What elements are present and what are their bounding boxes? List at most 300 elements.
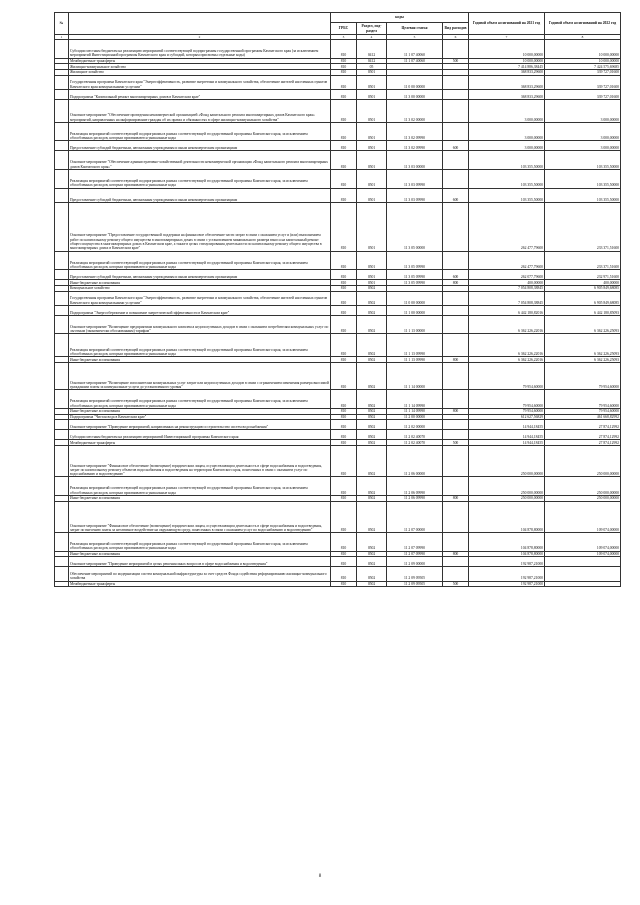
table-row [55,445,621,477]
cell-description: Основное мероприятие "Проведение мероприятий, направленных на реконструкцию и строительство систем водоснабжения" [69,420,331,430]
cell-amount-2022: 461 668,82992 [545,414,621,420]
cell-amount-2022: 3 000,00000 [545,99,621,122]
cell-target-article: 11 3 00 00000 [387,89,443,99]
cell-description: Межбюджетные трансферты [69,581,331,587]
cell-target-article: 11 1 00 00000 [387,305,443,315]
header-vr: Вид расходов [443,23,469,35]
cell-description: Реализация мероприятий соответствующей подпрограммы в рамках соответствующей государственной программы Камчатского края, за исключением обособленных расходов, которым присваиваются уникальные коды [69,251,331,270]
table-row [55,533,621,552]
cell-razdel: 0501 [357,75,387,89]
cell-razdel: 0502 [357,363,387,390]
cell-no [55,291,69,305]
cell-no [55,581,69,587]
table-row [55,305,621,315]
header-no: № [55,13,69,35]
column-index-cell: 5 [387,35,443,40]
cell-grbs: 810 [331,305,357,315]
cell-grbs: 810 [331,414,357,420]
cell-no [55,533,69,552]
cell-description: Предоставление субсидий бюджетным, автономным учреждениям и иным некоммерческим организациям [69,270,331,280]
cell-razdel: 0501 [357,89,387,99]
cell-amount-2022: 109 074,00000 [545,533,621,552]
cell-no [55,151,69,170]
cell-description: Реализация мероприятий соответствующей подпрограммы в рамках соответствующей государственной программы Камчатского края, за исключением обособленных расходов, которым присваиваются уникальные коды [69,122,331,141]
table-row [55,291,621,305]
table-row [55,188,621,202]
cell-no [55,420,69,430]
cell-expense-type: 800 [443,357,469,363]
cell-amount-2021: 103 355,50000 [469,151,545,170]
cell-grbs: 810 [331,420,357,430]
cell-no [55,315,69,334]
cell-grbs: 810 [331,251,357,270]
cell-no [55,75,69,89]
cell-razdel: 0502 [357,567,387,581]
table-row [55,363,621,390]
cell-razdel: 0502 [357,551,387,557]
cell-grbs: 810 [331,363,357,390]
cell-description: Обеспечение мероприятий по модернизации систем коммунальной инфраструктуры за счет средств Фонда содействия реформированию жилищно-коммунального хозяйства [69,567,331,581]
cell-description: Государственная программа Камчатского края "Энергоэффективность, развитие энергетики и коммунального хозяйства, обеспечение жителей населенных пунктов Камчатского края коммунальными услугами" [69,75,331,89]
cell-expense-type [443,420,469,430]
cell-amount-2021: 14 944,18455 [469,420,545,430]
table-row [55,581,621,587]
table-row [55,557,621,567]
cell-razdel: 0501 [357,270,387,280]
cell-description: Основное мероприятие "Обеспечение проведения некоммерческой организацией «Фонд капитального ремонта многоквартирных домов Камчатского края» мероприятий, направленных на информирование граждан об их правах и обязанностях в сфере жилищно-коммунального хозяйства" [69,99,331,122]
cell-amount-2021: 104 878,80000 [469,551,545,557]
cell-target-article: 11 2 07 00000 [387,501,443,533]
cell-target-article: 11 3 05 09990 [387,280,443,286]
cell-expense-type [443,533,469,552]
cell-expense-type [443,291,469,305]
cell-expense-type [443,122,469,141]
cell-expense-type [443,334,469,357]
cell-description: Реализация мероприятий соответствующей подпрограммы в рамках соответствующей государственной программы Камчатского края, за исключением обособленных расходов, которым присваиваются уникальные коды [69,334,331,357]
cell-expense-type [443,251,469,270]
cell-amount-2022: 250 000,00000 [545,445,621,477]
cell-amount-2022: 27 874,12992 [545,440,621,446]
cell-no [55,99,69,122]
cell-amount-2021: 192 987,21000 [469,567,545,581]
cell-amount-2021: 250 000,00000 [469,445,545,477]
cell-amount-2022: 79 954,60000 [545,363,621,390]
cell-grbs: 810 [331,357,357,363]
cell-expense-type [443,315,469,334]
cell-description: Коммунальное хозяйство [69,285,331,291]
cell-no [55,202,69,251]
cell-amount-2021: 79 954,60000 [469,363,545,390]
cell-grbs: 810 [331,58,357,64]
cell-amount-2021: 10 000,00000 [469,40,545,59]
cell-amount-2022 [545,581,621,587]
cell-no [55,251,69,270]
header-csr: Целевая статья [387,23,443,35]
cell-target-article: 11 3 03 00000 [387,151,443,170]
cell-grbs: 810 [331,64,357,70]
cell-amount-2021: 192 987,21000 [469,581,545,587]
cell-amount-2021: 7 414 886,38445 [469,64,545,70]
cell-amount-2022: 233 371,51600 [545,202,621,251]
cell-amount-2022: 3 000,00000 [545,141,621,151]
cell-amount-2021: 368 833,29600 [469,89,545,99]
cell-description: Основное мероприятие "Обеспечение административно-хозяйственной деятельности некоммерческой организации «Фонд капитального ремонта многоквартирных домов Камчатского края»" [69,151,331,170]
cell-razdel: 0501 [357,151,387,170]
cell-amount-2022: 6 362 226,25093 [545,315,621,334]
cell-target-article: 11 2 02 40070 [387,440,443,446]
table-row [55,89,621,99]
cell-description: Иные бюджетные ассигнования [69,280,331,286]
cell-amount-2022: 400,00000 [545,280,621,286]
cell-expense-type [443,151,469,170]
cell-description: Основное мероприятие "Возмещение исполнителям коммунальных услуг затрат или недополученных доходов в связи с ограничением изменения размера вносимой гражданами платы за коммунальные услуги до установленного уровня" [69,363,331,390]
cell-grbs: 810 [331,280,357,286]
cell-expense-type: 600 [443,188,469,202]
cell-expense-type: 800 [443,280,469,286]
column-index-cell: 1 [55,35,69,40]
cell-grbs: 810 [331,477,357,496]
cell-grbs: 810 [331,440,357,446]
cell-expense-type [443,557,469,567]
cell-target-article: 11 1 07 40060 [387,58,443,64]
cell-expense-type: 500 [443,58,469,64]
cell-target-article: 11 2 00 00000 [387,414,443,420]
table-row [55,270,621,280]
cell-amount-2021: 104 878,80000 [469,533,545,552]
cell-grbs: 810 [331,495,357,501]
cell-expense-type: 800 [443,495,469,501]
cell-expense-type [443,567,469,581]
cell-amount-2022: 7 424 575,69685 [545,64,621,70]
cell-target-article: 11 1 14 09990 [387,390,443,409]
cell-razdel: 0502 [357,581,387,587]
cell-razdel: 0501 [357,99,387,122]
header-codes: коды [331,13,469,23]
cell-amount-2021: 104 878,80000 [469,501,545,533]
table-row [55,151,621,170]
cell-target-article: 11 0 00 00000 [387,291,443,305]
cell-description: Государственная программа Камчатского края "Энергоэффективность, развитие энергетики и коммунального хозяйства, обеспечение жителей населенных пунктов Камчатского края коммунальными услугами" [69,291,331,305]
cell-expense-type [443,202,469,251]
cell-no [55,501,69,533]
budget-sheet [54,12,620,587]
cell-no [55,141,69,151]
cell-target-article: 11 1 07 40060 [387,40,443,59]
header-year-2021: Годовой объем ассигнований на 2021 год [469,13,545,35]
cell-no [55,445,69,477]
cell-description: Основное мероприятие "Проведение мероприятий в целях решения иных вопросов в сфере водоснабжения и водоотведения" [69,557,331,567]
cell-amount-2021: 7 054 808,38845 [469,285,545,291]
cell-amount-2021: 250 000,00000 [469,495,545,501]
cell-expense-type: 600 [443,141,469,151]
cell-expense-type [443,170,469,189]
cell-target-article: 11 3 05 09990 [387,251,443,270]
cell-amount-2022: 250 000,00000 [545,477,621,496]
table-row [55,99,621,122]
cell-expense-type [443,89,469,99]
cell-no [55,170,69,189]
cell-grbs: 810 [331,581,357,587]
cell-grbs: 810 [331,170,357,189]
cell-amount-2021: 14 944,18455 [469,440,545,446]
column-index-cell: 2 [69,35,331,40]
cell-description: Основное мероприятие "Возмещение предприятиям коммунального комплекса недополученных доходов в связи с оказанием потребителям коммунальных услуг по льготным (экономически обоснованным) тарифам" [69,315,331,334]
cell-amount-2022: 103 355,50000 [545,170,621,189]
cell-razdel: 0501 [357,188,387,202]
cell-target-article: 11 2 06 09990 [387,495,443,501]
cell-description: Подпрограмма "Энергосбережение и повышение энергетической эффективности в Камчатском крае" [69,305,331,315]
cell-amount-2021: 6 362 226,22016 [469,315,545,334]
cell-amount-2022: 109 074,00000 [545,501,621,533]
cell-expense-type: 500 [443,440,469,446]
cell-target-article: 11 3 03 09990 [387,188,443,202]
cell-grbs: 810 [331,445,357,477]
cell-expense-type [443,99,469,122]
table-row [55,315,621,334]
table-row [55,40,621,59]
cell-target-article: 11 0 00 00000 [387,75,443,89]
column-index-cell: 3 [331,35,357,40]
cell-razdel: 0412 [357,58,387,64]
cell-no [55,122,69,141]
cell-no [55,270,69,280]
cell-expense-type [443,445,469,477]
budget-table [54,12,621,587]
cell-amount-2021: 3 000,00000 [469,122,545,141]
cell-target-article: 11 3 02 09990 [387,141,443,151]
cell-no [55,334,69,357]
cell-description: Основное мероприятие "Финансовое обеспечение (возмещение) юридическим лицам, осуществляющим деятельность в сфере водоснабжения и водоотведения, затрат по капитальному ремонту объектов водоснабжения и водоотведения на территории Камчатского края, понесенных в связи с оказанием услуг по водоснабжению и водоотведению" [69,445,331,477]
table-row [55,430,621,440]
cell-no [55,557,69,567]
cell-amount-2022: 6 362 226,25093 [545,357,621,363]
cell-no [55,363,69,390]
cell-amount-2021: 400,00000 [469,280,545,286]
cell-razdel: 05 [357,64,387,70]
cell-amount-2022: 109 074,00000 [545,551,621,557]
table-row [55,477,621,496]
cell-target-article: 11 1 13 00000 [387,315,443,334]
cell-razdel: 0502 [357,420,387,430]
cell-amount-2022: 79 954,60000 [545,408,621,414]
cell-grbs: 810 [331,188,357,202]
cell-razdel: 0502 [357,430,387,440]
cell-expense-type [443,477,469,496]
cell-grbs: 810 [331,270,357,280]
cell-amount-2021: 262 477,79600 [469,202,545,251]
cell-no [55,188,69,202]
cell-description: Реализация мероприятий соответствующей подпрограммы в рамках соответствующей государственной программы Камчатского края, за исключением обособленных расходов, которым присваиваются уникальные коды [69,170,331,189]
cell-target-article: 11 1 13 09990 [387,334,443,357]
cell-description: Основное мероприятие "Финансовое обеспечение (возмещение) юридическим лицам, осуществляющим деятельность в сфере водоснабжения и водоотведения, затрат по внесению платы за негативное воздействие на окружающую среду, понесенных в связи с оказанием услуг по водоснабжению и водоотведению" [69,501,331,533]
cell-amount-2021: 250 000,00000 [469,477,545,496]
cell-amount-2022: 27 874,12992 [545,420,621,430]
cell-grbs: 810 [331,151,357,170]
cell-amount-2022: 339 727,01600 [545,69,621,75]
cell-razdel: 0502 [357,445,387,477]
cell-grbs: 810 [331,202,357,251]
cell-target-article: 11 3 02 09990 [387,122,443,141]
cell-razdel: 0502 [357,315,387,334]
cell-amount-2022: 6 362 226,25093 [545,334,621,357]
cell-no [55,567,69,581]
table-row [55,202,621,251]
table-body [55,40,621,587]
cell-grbs: 810 [331,567,357,581]
cell-razdel: 0502 [357,440,387,446]
cell-target-article: 11 2 06 00000 [387,445,443,477]
cell-amount-2022: 10 000,00000 [545,40,621,59]
table-row [55,141,621,151]
table-row [55,501,621,533]
cell-description: Субсидии местным бюджетам на реализацию мероприятий Инвестиционной программы Камчатского края [69,430,331,440]
cell-razdel: 0502 [357,557,387,567]
cell-expense-type [443,75,469,89]
cell-razdel: 0502 [357,533,387,552]
cell-razdel: 0502 [357,495,387,501]
cell-description: Реализация мероприятий соответствующей подпрограммы в рамках соответствующей государственной программы Камчатского края, за исключением обособленных расходов, которым присваиваются уникальные коды [69,533,331,552]
cell-amount-2021: 79 954,60000 [469,390,545,409]
cell-description: Подпрограмма "Капитальный ремонт многоквартирных домов в Камчатском крае" [69,89,331,99]
cell-razdel: 0502 [357,285,387,291]
column-index-cell: 4 [357,35,387,40]
cell-razdel: 0501 [357,251,387,270]
cell-amount-2022: 103 355,50000 [545,188,621,202]
cell-description: Субсидии местным бюджетам на реализацию мероприятий соответствующей подпрограммы государственной программы Камчатского края (за исключением мероприятий Инвестиционной программы Камчатского края и субсидий, которым присвоены отдельные коды) [69,40,331,59]
column-index-cell: 7 [469,35,545,40]
cell-grbs: 810 [331,408,357,414]
cell-no [55,390,69,409]
cell-amount-2022: 232 971,51600 [545,270,621,280]
cell-grbs: 810 [331,501,357,533]
cell-razdel: 0501 [357,170,387,189]
cell-amount-2022: 339 727,01600 [545,89,621,99]
cell-description: Предоставление субсидий бюджетным, автономным учреждениям и иным некоммерческим организациям [69,188,331,202]
cell-target-article: 11 3 02 00000 [387,99,443,122]
cell-razdel: 0502 [357,477,387,496]
cell-description: Иные бюджетные ассигнования [69,495,331,501]
cell-razdel: 0502 [357,291,387,305]
cell-amount-2021: 79 954,60000 [469,408,545,414]
cell-razdel: 0502 [357,414,387,420]
cell-description: Предоставление субсидий бюджетным, автономным учреждениям и иным некоммерческим организациям [69,141,331,151]
cell-razdel: 0501 [357,280,387,286]
cell-amount-2021: 103 355,50000 [469,170,545,189]
cell-grbs: 810 [331,89,357,99]
cell-expense-type: 800 [443,408,469,414]
cell-razdel: 0502 [357,390,387,409]
cell-grbs: 810 [331,69,357,75]
cell-description: Иные бюджетные ассигнования [69,357,331,363]
cell-target-article: 11 2 06 09990 [387,477,443,496]
cell-description: Жилищно-коммунальное хозяйство [69,64,331,70]
cell-razdel: 0501 [357,141,387,151]
cell-description: Реализация мероприятий соответствующей подпрограммы в рамках соответствующей государственной программы Камчатского края, за исключением обособленных расходов, которым присваиваются уникальные коды [69,477,331,496]
cell-razdel: 0502 [357,408,387,414]
cell-amount-2022: 339 727,01600 [545,75,621,89]
cell-amount-2021: 3 000,00000 [469,99,545,122]
cell-description: Иные бюджетные ассигнования [69,408,331,414]
cell-target-article: 11 3 05 09990 [387,270,443,280]
cell-description: Иные бюджетные ассигнования [69,551,331,557]
cell-grbs: 810 [331,551,357,557]
cell-amount-2021: 612 627,56829 [469,414,545,420]
cell-description: Межбюджетные трансферты [69,440,331,446]
header-grbs: ГРБС [331,23,357,35]
cell-expense-type [443,305,469,315]
cell-description: Основное мероприятие "Предоставление государственной поддержки на финансовое обеспечение части затрат в связи с оказанием услуг и (или) выполнением работ по капитальному ремонту общего имущества в многоквартирных домах в связи с установлением минимального размера взноса на капитальный ремонт общего имущества в многоквартирных домах в Камчатском крае, а также в целях стимулирования деятельности по капитальному ремонту общего имущества в многоквартирных домах в Камчатском крае" [69,202,331,251]
cell-razdel: 0502 [357,357,387,363]
header-year-2022: Годовой объем ассигнований на 2022 год [545,13,621,35]
cell-razdel: 0501 [357,202,387,251]
cell-expense-type [443,40,469,59]
cell-amount-2022: 3 000,00000 [545,122,621,141]
table-row [55,567,621,581]
header-name [69,13,331,35]
cell-amount-2022: 6 442 180,85093 [545,305,621,315]
cell-amount-2022: 6 905 849,68085 [545,291,621,305]
cell-target-article: 11 2 07 09990 [387,551,443,557]
cell-description: Реализация мероприятий соответствующей подпрограммы в рамках соответствующей государственной программы Камчатского края, за исключением обособленных расходов, которым присваиваются уникальные коды [69,390,331,409]
cell-amount-2021: 14 944,18455 [469,430,545,440]
column-index-cell: 6 [443,35,469,40]
cell-description: Межбюджетные трансферты [69,58,331,64]
cell-grbs: 810 [331,390,357,409]
cell-amount-2022: 233 371,51600 [545,251,621,270]
cell-grbs: 810 [331,40,357,59]
header-razdel: Раздел, под-раздел [357,23,387,35]
cell-grbs: 810 [331,99,357,122]
cell-expense-type [443,430,469,440]
cell-target-article: 11 3 03 09990 [387,170,443,189]
cell-expense-type: 800 [443,551,469,557]
cell-target-article: 11 2 09 09505 [387,581,443,587]
cell-razdel: 0501 [357,122,387,141]
cell-amount-2021: 6 442 180,82016 [469,305,545,315]
cell-amount-2021: 368 833,29600 [469,75,545,89]
cell-expense-type [443,390,469,409]
cell-expense-type: 600 [443,270,469,280]
cell-razdel: 0501 [357,69,387,75]
column-index-cell: 8 [545,35,621,40]
cell-grbs: 810 [331,141,357,151]
page-number: 8 [318,874,322,879]
cell-target-article: 11 2 02 40070 [387,430,443,440]
cell-expense-type: 500 [443,581,469,587]
cell-amount-2022: 103 355,50000 [545,151,621,170]
cell-target-article: 11 3 05 00000 [387,202,443,251]
table-row [55,170,621,189]
cell-target-article: 11 1 14 00000 [387,363,443,390]
cell-grbs: 810 [331,557,357,567]
cell-grbs: 810 [331,291,357,305]
cell-amount-2021: 368 833,29600 [469,69,545,75]
cell-amount-2021: 6 362 226,22016 [469,357,545,363]
table-row [55,420,621,430]
cell-grbs: 810 [331,122,357,141]
cell-amount-2021: 262 077,79600 [469,270,545,280]
cell-target-article: 11 1 13 09990 [387,357,443,363]
cell-no [55,430,69,440]
cell-amount-2022 [545,567,621,581]
cell-amount-2022: 6 905 849,68085 [545,285,621,291]
table-row [55,334,621,357]
cell-razdel: 0502 [357,501,387,533]
cell-grbs: 810 [331,334,357,357]
cell-grbs: 810 [331,533,357,552]
cell-description: Подпрограмма "Чистая вода в Камчатском крае" [69,414,331,420]
cell-razdel: 0412 [357,40,387,59]
